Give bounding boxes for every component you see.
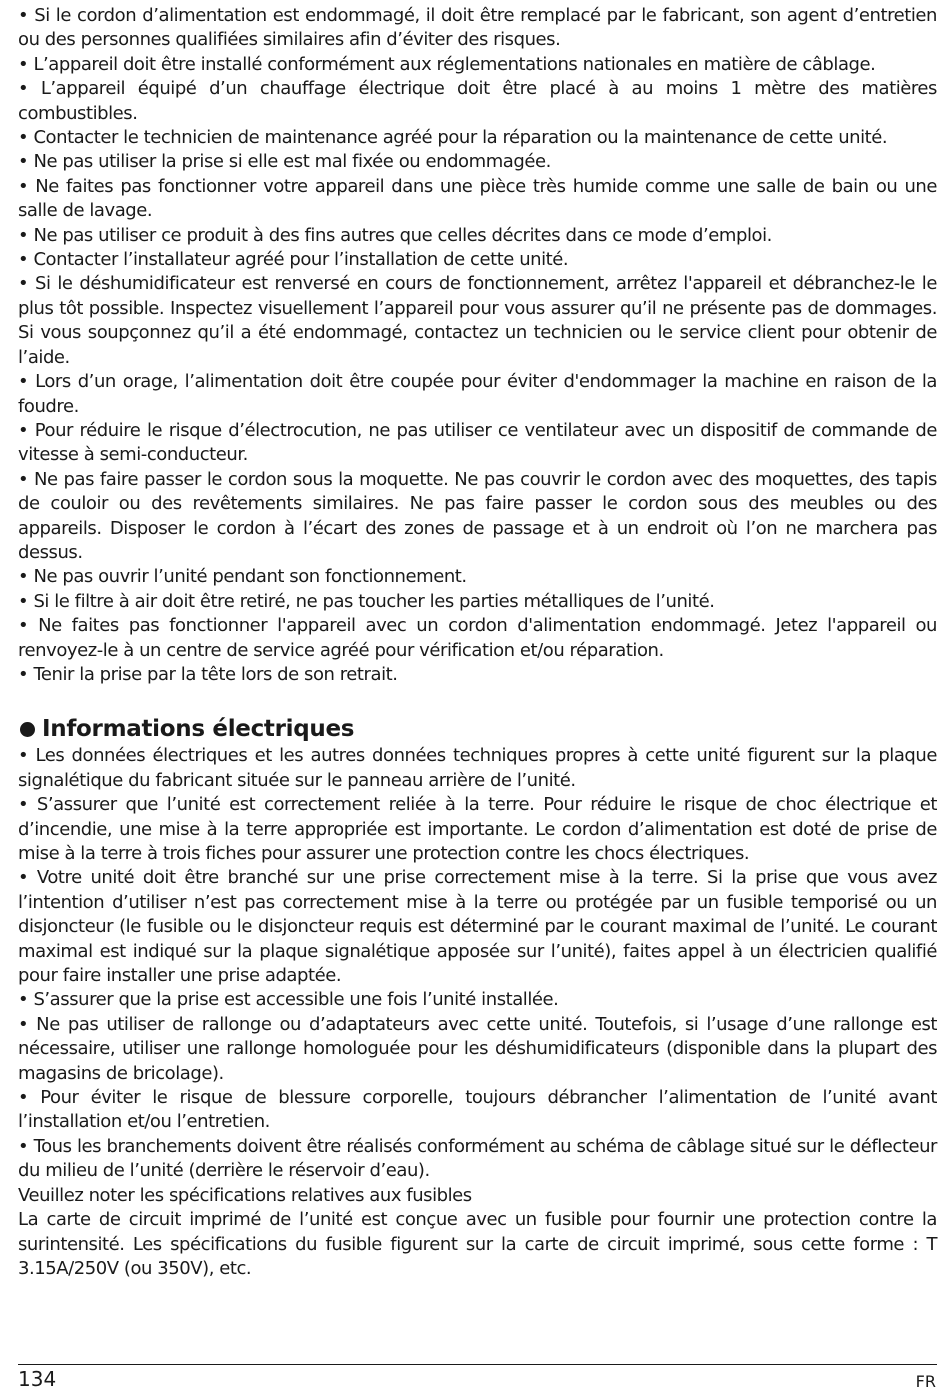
bullet-icon <box>20 722 35 737</box>
paragraph: • Ne pas ouvrir l’unité pendant son fonctionnement. <box>18 566 467 588</box>
section-title: Informations électriques <box>42 716 355 743</box>
paragraph: • Si le filtre à air doit être retiré, ne pas toucher les parties métalliques de l’unité. <box>18 590 715 612</box>
paragraph: • Contacter l’installateur agréé pour l’installation de cette unité. <box>18 249 569 271</box>
paragraph: • S’assurer que l’unité est correctement reliée à la terre. Pour réduire le risque de choc électrique et d’incendie, une mise à la terre appropriée est importante. Le cordon d’alimentation est doté de prise de mise à la terre à trois fiches pour assurer une protection contre les chocs électriques. <box>18 794 937 864</box>
paragraph: • Ne faites pas fonctionner l'appareil avec un cordon d'alimentation endommagé. Jetez l'appareil ou renvoyez-le à un centre de service agréé pour vérification et/ou réparation. <box>18 615 937 661</box>
paragraph: • S’assurer que la prise est accessible une fois l’unité installée. <box>18 989 559 1011</box>
paragraph: • Pour éviter le risque de blessure corporelle, toujours débrancher l’alimentation de l’unité avant l’installation et/ou l’entretien. <box>18 1087 937 1133</box>
paragraph: • Ne pas faire passer le cordon sous la moquette. Ne pas couvrir le cordon avec des moquettes, des tapis de couloir ou des revêtements similaires. Ne pas faire passer le cordon sous des meubles ou des appareils. Disposer le cordon à l’écart des zones de passage et à un endroit où l’on ne marchera pas dessus. <box>18 468 937 563</box>
paragraph: • L’appareil doit être installé conformément aux réglementations nationales en matière de câblage. <box>18 53 876 75</box>
paragraph: • Ne pas utiliser de rallonge ou d’adaptateurs avec cette unité. Toutefois, si l’usage d’une rallonge est nécessaire, utiliser une rallonge homologuée pour les déshumidificateurs (disponible dans la plupart des magasins de bricolage). <box>18 1013 937 1084</box>
paragraph: • Ne pas utiliser ce produit à des fins autres que celles décrites dans ce mode d’emploi. <box>18 224 772 246</box>
paragraph: • Ne faites pas fonctionner votre appareil dans une pièce très humide comme une salle de bain ou une salle de lavage. <box>18 175 937 222</box>
section-heading <box>18 714 937 744</box>
paragraph: Veuillez noter les spécifications relatives aux fusibles <box>18 1184 472 1206</box>
paragraph: • Lors d’un orage, l’alimentation doit être coupée pour éviter d'endommager la machine en raison de la foudre. <box>18 371 937 417</box>
paragraph: • Pour réduire le risque d’électrocution, ne pas utiliser ce ventilateur avec un dispositif de commande de vitesse à semi-conducteur. <box>18 419 937 466</box>
safety-instructions <box>18 4 937 687</box>
footer-divider <box>18 1364 937 1365</box>
paragraph: • Contacter le technicien de maintenance agréé pour la réparation ou la maintenance de cette unité. <box>18 127 888 149</box>
paragraph: • Si le déshumidificateur est renversé en cours de fonctionnement, arrêtez l'appareil et débranchez-le le plus tôt possible. Inspectez visuellement l’appareil pour vous assurer qu’il ne présente pas de dommages. Si vous soupçonnez qu’il a été endommagé, contactez un technicien ou le service client pour obtenir de l’aide. <box>18 273 937 368</box>
paragraph: • L’appareil équipé d’un chauffage électrique doit être placé à au moins 1 mètre des matières combustibles. <box>18 78 937 124</box>
paragraph: La carte de circuit imprimé de l’unité est conçue avec un fusible pour fournir une protection contre la surintensité. Les spécifications du fusible figurent sur la carte de circuit imprimé, sous cette forme : T 3.15A/250V (ou 350V), etc. <box>18 1209 937 1279</box>
page-content <box>18 4 937 1281</box>
electrical-information <box>18 744 937 1281</box>
paragraph: • Si le cordon d’alimentation est endommagé, il doit être remplacé par le fabricant, son agent d’entretien ou des personnes qualifiées similaires afin d’éviter des risques. <box>18 5 937 51</box>
page-number: 134 <box>18 1367 57 1391</box>
paragraph: • Votre unité doit être branché sur une prise correctement mise à la terre. Si la prise que vous avez l’intention d’utiliser n’est pas correctement mise à la terre ou protégée par un fusible temporisé ou un disjoncteur (le fusible ou le disjoncteur requis est déterminé par le courant maximal de l’unité. Le courant maximal est indiqué sur la plaque signalétique apposée sur l’unité), faites appel à un électricien qualifié pour faire installer une prise adaptée. <box>18 867 937 987</box>
paragraph: • Tenir la prise par la tête lors de son retrait. <box>18 663 398 685</box>
paragraph: • Ne pas utiliser la prise si elle est mal fixée ou endommagée. <box>18 151 551 173</box>
paragraph: • Tous les branchements doivent être réalisés conformément au schéma de câblage situé sur le déflecteur du milieu de l’unité (derrière le réservoir d’eau). <box>18 1135 937 1182</box>
paragraph: • Les données électriques et les autres données techniques propres à cette unité figurent sur la plaque signalétique du fabricant située sur le panneau arrière de l’unité. <box>18 745 937 791</box>
language-code: FR <box>915 1372 936 1391</box>
